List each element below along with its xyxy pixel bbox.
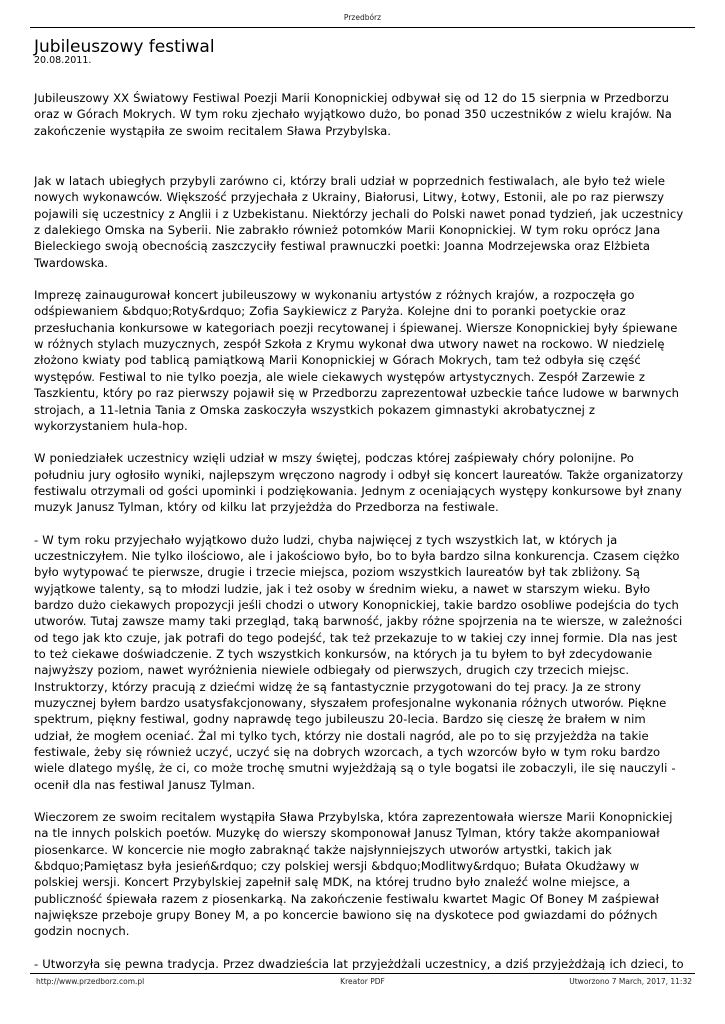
page-header: Przedbórz: [343, 13, 382, 22]
article-title: Jubileuszowy festiwal: [34, 37, 215, 57]
article-body: [34, 90, 686, 970]
article-paragraph: Jak w latach ubiegłych przybyli zarówno ci, którzy brali udział w poprzednich festiwalach, ale było też wiele nowych wykonawców. Większość przyjechała z Ukrainy, Białorusi, Litwy, Łotwy, Estonii, ale po raz pierwszy pojawili się uczestnicy z Anglii i z Uzbekistanu. Niektórzy jechali do Polski nawet ponad tydzień, jak uczestnicy z dalekiego Omska na Syberii. Nie zabrakło również potomków Marii Konopnickiej. W tym roku oprócz Jana Bieleckiego swoją obecnością zaszczyciły festiwal prawnuczki poetki: Joanna Modrzejewska oraz Elżbieta Twardowska.: [34, 174, 684, 270]
footer-generator: Kreator PDF: [340, 977, 385, 986]
article-date: 20.08.2011.: [34, 55, 92, 66]
header-divider: [30, 27, 695, 28]
footer-created: Utworzono 7 March, 2017, 11:32: [569, 977, 692, 986]
article-paragraph: W poniedziałek uczestnicy wzięli udział w mszy świętej, podczas której zaśpiewały chóry polonijne. Po południu jury ogłosiło wyniki, najlepszym wręczono nagrody i odbył się koncert laureatów. Także organizatorzy festiwalu otrzymali od gości upominki i podziękowania. Jednym z oceniających występy konkursowe był znany muzyk Janusz Tylman, który od kilku lat przyjeżdża do Przedborza na festiwale.: [34, 451, 684, 515]
article-paragraph: Jubileuszowy XX Światowy Festiwal Poezji Marii Konopnickiej odbywał się od 12 do 15 sierpnia w Przedborzu oraz w Górach Mokrych. W tym roku zjechało wyjątkowo dużo, bo ponad 350 uczestników z wielu krajów. Na zakończenie wystąpiła ze swoim recitalem Sława Przybylska.: [34, 91, 672, 138]
article-paragraph: - W tym roku przyjechało wyjątkowo dużo ludzi, chyba najwięcej z tych wszystkich lat, w których ja uczestniczyłem. Nie tylko ilościowo, ale i jakościowo było, bo to była bardzo silna konkurencja. Czasem ciężko było wytypować te pierwsze, drugie i trzecie miejsca, poziom wszystkich laureatów był tak zbliżony. Są wyjątkowe talenty, są to młodzi ludzie, jak i też osoby w średnim wieku, a nawet w starszym wieku. Było bardzo dużo ciekawych propozycji jeśli chodzi o utwory Konopnickiej, takie bardzo osobliwe podejścia do tych utworów. Tutaj zawsze mamy taki przegląd, taką barwność, jakby różne spojrzenia na te wiersze, w zależności od tego jak kto czuje, jak potrafi do tego podejść, tak też przekazuje to w takiej czy innej formie. Dla nas jest to też ciekawe doświadczenie. Z tych wszystkich konkursów, na których ja tu byłem to był zdecydowanie najwyższy poziom, nawet wyróżnienia niewiele odbiegały od pierwszych, drugich czy trzecich miejsc. Instruktorzy, którzy pracują z dziećmi widzę że są fantastycznie przygotowani do tej pracy. Ja ze strony muzycznej byłem bardzo usatysfakcjonowany, słyszałem profesjonalne wykonania różnych utworów. Piękne spektrum, piękny festiwal, godny naprawdę tego jubileuszu 20-lecia. Bardzo się cieszę że brałem w nim udział, że mogłem oceniać. Żal mi tylko tych, którzy nie dostali nagród, ale po to się przyjeżdża na takie festiwale, żeby się również uczyć, uczyć się na dobrych wzorcach, a tych wzorców było w tym roku bardzo wiele dlatego myślę, że ci, co może trochę smutni wyjeżdżają są o tyle bogatsi ile zobaczyli, ile się nauczyli - ocenił dla nas festiwal Janusz Tylman.: [34, 532, 683, 792]
article-paragraph: Wieczorem ze swoim recitalem wystąpiła Sława Przybylska, która zaprezentowała wiersze Marii Konopnickiej na tle innych polskich poetów. Muzykę do wierszy skomponował Janusz Tylman, który także akompaniował piosenkarce. W koncercie nie mogło zabraknąć także najsłynniejszych utworów artystki, takich jak &bdquo;Pamiętasz była jesień&rdquo; czy polskiej wersji &bdquo;Modlitwy&rdquo; Bułata Okudżawy w polskiej wersji. Koncert Przybylskiej zapełnił salę MDK, na której trudno było znaleźć wolne miejsce, a publiczność śpiewała razem z piosenkarką. Na zakończenie festiwalu kwartet Magic Of Boney M zaśpiewał największe przeboje grupy Boney M, a po koncercie bawiono się na dyskotece pod gwiazdami do późnych godzin nocnych.: [34, 810, 673, 939]
article-paragraph: - Utworzyła się pewna tradycja. Przez dwadzieścia lat przyjeżdżali uczestnicy, a dziś przyjeżdżają ich dzieci, to: [34, 956, 684, 970]
footer-url: http://www.przedborz.com.pl: [36, 977, 145, 986]
footer-divider: [30, 973, 695, 974]
article-paragraph: Imprezę zainaugurował koncert jubileuszowy w wykonaniu artystów z różnych krajów, a rozpoczęła go odśpiewaniem &bdquo;Roty&rdquo; Zofia Saykiewicz z Paryża. Kolejne dni to poranki poetyckie oraz przesłuchania konkursowe w kategoriach poezji recytowanej i śpiewanej. Wiersze Konopnickiej były śpiewane w różnych stylach muzycznych, zespół Szkoła z Krymu wykonał dwa utwory nawet na rockowo. W niedzielę złożono kwiaty pod tablicą pamiątkową Marii Konopnickiej w Górach Mokrych, tam też odbyła się część występów. Festiwal to nie tylko poezja, ale wiele ciekawych występów artystycznych. Zespół Zarzewie z Taszkientu, który po raz pierwszy pojawił się w Przedborzu zaprezentował uzbeckie tańce ludowe w barwnych strojach, a 11-letnia Tania z Omska zaskoczyła wszystkich pokazem gimnastyki akrobatycznej z wykorzystaniem hula-hop.: [34, 288, 680, 433]
